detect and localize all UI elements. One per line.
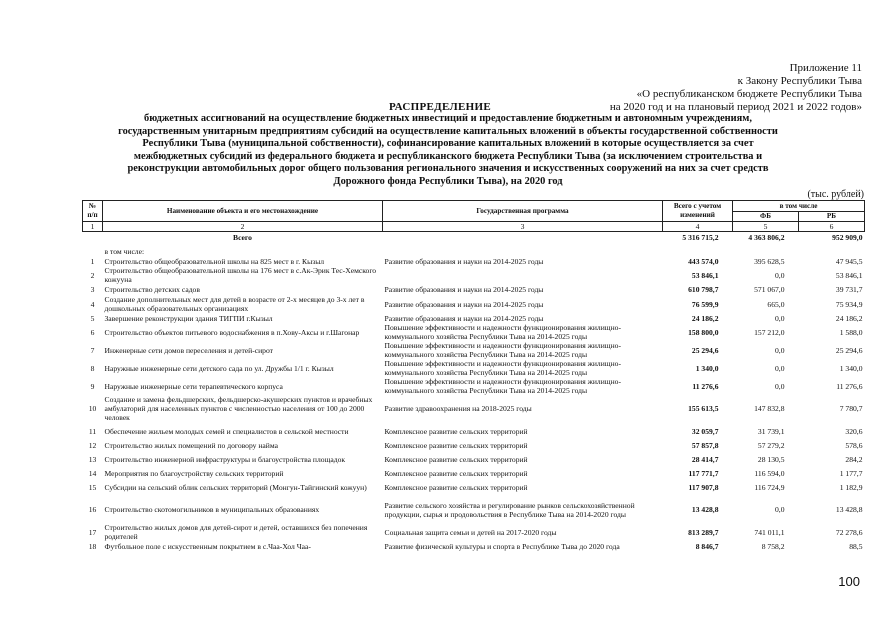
row-program: Повышение эффективности и надежности функционирования жилищно-коммунального хозяйства Республики Тыва на 2014-2025 годы: [384, 323, 622, 341]
row-program: Комплексное развитие сельских территорий: [384, 454, 528, 464]
column-numbers-row: [83, 222, 865, 232]
row-rb: 13 428,8: [835, 505, 863, 514]
row-rb: 1 182,9: [839, 482, 863, 492]
row-rb: 1 588,0: [839, 327, 863, 337]
row-program: Развитие образования и науки на 2014-2025 годы: [384, 313, 544, 323]
header-including: в том числе: [733, 201, 865, 212]
row-rb: 7 780,7: [839, 404, 863, 413]
row-object-name: Футбольное поле с искусственным покрытием в с.Чаа-Хол Чаа-: [104, 541, 311, 551]
row-number: 14: [88, 468, 97, 478]
row-object-name: Мероприятия по благоустройству сельских территорий: [104, 468, 284, 478]
row-fb: 57 279,2: [757, 440, 785, 450]
row-number: 13: [88, 454, 97, 464]
row-rb: 53 846,1: [835, 270, 863, 280]
table-row: [83, 266, 865, 284]
row-fb: 147 832,8: [754, 404, 785, 413]
column-number: 1: [83, 222, 103, 232]
table-row: [83, 295, 865, 313]
row-rb: 88,5: [849, 541, 863, 551]
table-row: [83, 313, 865, 323]
row-number: 15: [88, 482, 97, 492]
row-object-name: Субсидии на сельский облик сельских территорий (Монгун-Тайгинский кожуун): [104, 482, 367, 492]
header-num: № п/п: [83, 201, 103, 222]
column-number: 5: [733, 222, 799, 232]
row-program: Развитие образования и науки на 2014-2025 годы: [384, 285, 544, 294]
row-total: 1 340,0: [695, 363, 719, 373]
row-object-name: Создание и замена фельдшерских, фельдшерско-акушерских пунктов и врачебных амбулаторий для населенных пунктов с численностью населения от 100 до 2000 человек: [104, 395, 373, 422]
row-program: Развитие образования и науки на 2014-2025 годы: [384, 299, 544, 309]
row-number: 10: [88, 404, 97, 413]
row-total: 25 294,6: [691, 345, 719, 355]
total-row: [83, 232, 865, 243]
row-total: 32 059,7: [691, 426, 719, 436]
row-fb: 116 594,0: [754, 468, 785, 478]
appendix-line-4: на 2020 год и на плановый период 2021 и 2022 годов»: [609, 101, 862, 113]
document-title: РАСПРЕДЕЛЕНИЕ: [389, 101, 491, 113]
row-total: 57 857,8: [691, 440, 719, 450]
row-object-name: Строительство жилых домов для детей-сирот и детей, оставшихся без попечения родителей: [104, 523, 368, 541]
row-fb: 571 067,0: [754, 285, 785, 294]
row-fb: 395 628,5: [754, 256, 785, 266]
row-rb: 72 278,6: [835, 527, 863, 537]
table-row: [83, 541, 865, 551]
appendix-line-1: Приложение 11: [789, 62, 862, 74]
row-fb: 0,0: [775, 313, 785, 323]
header-rb: РБ: [799, 212, 865, 222]
row-number: 2: [90, 270, 95, 280]
table-row: [83, 341, 865, 359]
row-fb: 665,0: [767, 299, 785, 309]
row-program: Повышение эффективности и надежности функционирования жилищно-коммунального хозяйства Республики Тыва на 2014-2025 годы: [384, 341, 622, 359]
row-fb: 0,0: [775, 505, 785, 514]
total-rb: 952 909,0: [832, 232, 863, 242]
row-number: 12: [88, 440, 97, 450]
page-number: 100: [838, 574, 860, 589]
table-row: [83, 523, 865, 541]
row-object-name: Завершение реконструкции здания ТИГПИ г.Кызыл: [104, 313, 273, 323]
row-total: 11 276,6: [692, 381, 719, 391]
table-row: [83, 284, 865, 295]
header-program: Государственная программа: [383, 201, 663, 222]
row-rb: 75 934,9: [835, 299, 863, 309]
total-sum: 5 316 715,2: [682, 232, 719, 242]
row-total: 158 800,0: [688, 327, 719, 337]
row-program: Повышение эффективности и надежности функционирования жилищно-коммунального хозяйства Республики Тыва на 2014-2025 годы: [384, 359, 622, 377]
table-row: [83, 496, 865, 523]
row-total: 8 846,7: [695, 541, 719, 551]
document-subtitle: бюджетных ассигнований на осуществление бюджетных инвестиций и предоставление бюджетным и автономным учреждениям, государственным унитарным предприятиям субсидий на осуществление капитальных вложений в объекты государственной собственности Республики Тыва (муниципальной собственности), софинансирование капитальных вложений в которые осуществляется за счет межбюджетных субсидий из федерального бюджета и республиканского бюджета Республики Тыва (за исключением строительства и реконструкции автомобильных дорог общего пользования регионального значения и искусственных сооружений на них за счет средств Дорожного фонда Республики Тыва), на 2020 год: [118, 113, 778, 187]
header-name: Наименование объекта и его местонахождение: [103, 201, 383, 222]
header-total: Всего с учетом изменений: [663, 201, 733, 222]
table-row: [83, 377, 865, 395]
row-rb: 24 186,2: [835, 313, 863, 323]
row-object-name: Строительство общеобразовательной школы на 176 мест в с.Ак-Эрик Тес-Хемского кожууна: [104, 266, 377, 284]
row-total: 13 428,8: [691, 505, 719, 514]
row-number: 7: [90, 345, 95, 355]
row-fb: 0,0: [775, 381, 785, 391]
column-number: 3: [383, 222, 663, 232]
table-row: [83, 323, 865, 341]
row-number: 8: [90, 363, 95, 373]
row-rb: 1 177,7: [839, 468, 863, 478]
row-fb: 741 011,1: [754, 527, 785, 537]
row-fb: 31 739,1: [757, 426, 785, 436]
row-total: 117 907,8: [688, 482, 719, 492]
column-number: 6: [799, 222, 865, 232]
row-rb: 39 731,7: [835, 285, 863, 294]
row-total: 53 846,1: [691, 270, 719, 280]
row-rb: 11 276,6: [836, 381, 863, 391]
column-number: 4: [663, 222, 733, 232]
row-program: Развитие образования и науки на 2014-2025 годы: [384, 256, 544, 266]
appendix-line-3: «О республиканском бюджете Республики Тыва: [636, 88, 862, 100]
row-total: 610 798,7: [688, 285, 719, 294]
table-row: [83, 422, 865, 440]
row-program: Комплексное развитие сельских территорий: [384, 482, 528, 492]
row-number: 11: [88, 426, 97, 436]
row-total: 117 771,7: [688, 468, 719, 478]
row-number: 16: [88, 505, 97, 514]
row-rb: 25 294,6: [835, 345, 863, 355]
column-number: 2: [103, 222, 383, 232]
row-object-name: Строительство инженерной инфраструктуры и благоустройства площадок: [104, 454, 346, 464]
row-rb: 320,6: [845, 426, 863, 436]
including-label: в том числе:: [104, 247, 145, 256]
row-object-name: Создание дополнительных мест для детей в возрасте от 2-х месяцев до 3-х лет в дошкольных образовательных организациях: [104, 295, 365, 313]
row-program: [383, 266, 663, 284]
row-fb: 157 212,0: [754, 327, 785, 337]
row-program: Комплексное развитие сельских территорий: [384, 440, 528, 450]
row-total: 28 414,7: [691, 454, 719, 464]
row-object-name: Наружные инженерные сети детского сада по ул. Дружбы 1/1 г. Кызыл: [104, 363, 334, 373]
table-row: [83, 256, 865, 266]
row-object-name: Строительство скотомогильников в муниципальных образованиях: [104, 505, 320, 514]
table-row: [83, 440, 865, 450]
row-fb: 0,0: [775, 345, 785, 355]
row-program: Повышение эффективности и надежности функционирования жилищно-коммунального хозяйства Республики Тыва на 2014-2025 годы: [384, 377, 622, 395]
row-fb: 0,0: [775, 363, 785, 373]
row-total: 443 574,0: [688, 256, 719, 266]
row-number: 1: [90, 256, 95, 266]
row-fb: 116 724,9: [754, 482, 785, 492]
row-number: 3: [90, 285, 95, 294]
row-rb: 578,6: [845, 440, 863, 450]
row-fb: 0,0: [775, 270, 785, 280]
allocation-table: [82, 200, 865, 551]
row-number: 6: [90, 327, 95, 337]
total-label: Всего: [233, 232, 252, 242]
row-object-name: Строительство общеобразовательной школы на 825 мест в г. Кызыл: [104, 256, 325, 266]
row-object-name: Обеспечение жильем молодых семей и специалистов в сельской местности: [104, 426, 349, 436]
units-label: (тыс. рублей): [807, 189, 864, 200]
row-program: Развитие физической культуры и спорта в Республике Тыва до 2020 года: [384, 541, 620, 551]
total-fb: 4 363 806,2: [748, 232, 785, 242]
row-rb: 47 945,5: [835, 256, 863, 266]
row-program: Развитие сельского хозяйства и регулирование рынков сельскохозяйственной продукции, сырья и продовольствия в Республике Тыва на 2014-2020 годы: [384, 500, 635, 519]
row-total: 24 186,2: [691, 313, 719, 323]
row-object-name: Строительство жилых помещений по договору найма: [104, 440, 278, 450]
row-total: 155 613,5: [688, 404, 719, 413]
table-row: [83, 478, 865, 496]
table-row: [83, 359, 865, 377]
row-rb: 1 340,0: [839, 363, 863, 373]
row-number: 4: [90, 299, 95, 309]
row-object-name: Инженерные сети домов переселения и детей-сирот: [104, 345, 273, 355]
appendix-line-2: к Закону Республики Тыва: [737, 75, 862, 87]
table-row: [83, 395, 865, 422]
row-number: 5: [90, 313, 95, 323]
row-total: 76 599,9: [691, 299, 719, 309]
row-number: 18: [88, 541, 97, 551]
row-fb: 28 130,5: [757, 454, 785, 464]
row-number: 17: [88, 527, 97, 537]
row-object-name: Строительство детских садов: [104, 285, 200, 294]
row-object-name: Строительство объектов питьевого водоснабжения в п.Хову-Аксы и г.Шагонар: [104, 327, 360, 337]
row-object-name: Наружные инженерные сети терапевтического корпуса: [104, 381, 283, 391]
including-row: [83, 242, 865, 256]
header-fb: ФБ: [733, 212, 799, 222]
row-rb: 284,2: [845, 454, 863, 464]
row-total: 813 289,7: [688, 527, 719, 537]
row-fb: 8 758,2: [761, 541, 785, 551]
row-program: Развитие здравоохранения на 2018-2025 годы: [384, 404, 532, 413]
row-program: Комплексное развитие сельских территорий: [384, 426, 528, 436]
table-row: [83, 450, 865, 468]
row-number: 9: [90, 381, 95, 391]
table-row: [83, 468, 865, 478]
row-program: Социальная защита семьи и детей на 2017-2020 годы: [384, 527, 557, 537]
row-program: Комплексное развитие сельских территорий: [384, 468, 528, 478]
